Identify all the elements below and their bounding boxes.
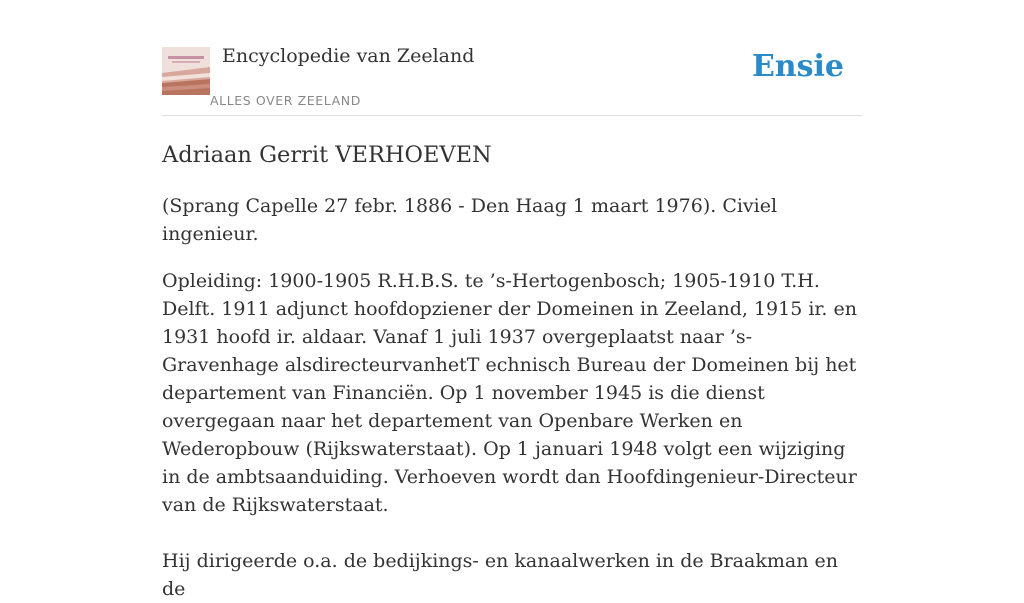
article-title: Adriaan Gerrit VERHOEVEN [162, 142, 492, 168]
site-logo-avatar[interactable] [162, 47, 210, 95]
logo-image-icon [162, 47, 210, 95]
site-title-link[interactable]: Encyclopedie van Zeeland [222, 45, 475, 67]
article-paragraph: Opleiding: 1900-1905 R.H.B.S. te ’s-Hertogenbosch; 1905-1910 T.H. Delft. 1911 adjunct hoofdopziener der Domeinen in Zeeland, 1915 ir. en 1931 hoofd ir. aldaar. Vanaf 1 juli 1937 overgeplaatst naar ’s-Gravenhage alsdirecteurvanhetT echnisch Bureau der Domeinen bij het departement van Financiën. Op 1 november 1945 is die dienst overgegaan naar het departement van Openbare Werken en Wederopbouw (Rijkswaterstaat). Op 1 januari 1948 volgt een wijziging in de ambtsaanduiding. Verhoeven wordt dan Hoofdingenieur-Directeur van de Rijkswaterstaat. [162, 270, 857, 516]
article [162, 138, 862, 603]
article-lead: (Sprang Capelle 27 febr. 1886 - Den Haag 1 maart 1976). Civiel ingenieur. [162, 195, 778, 245]
site-subtitle: ALLES OVER ZEELAND [210, 93, 361, 108]
article-paragraph: Hij dirigeerde o.a. de bedijkings- en kanaalwerken in de Braakman en de [162, 550, 838, 600]
site-header [162, 0, 862, 116]
brand-logo-link[interactable]: Ensie [751, 49, 844, 84]
